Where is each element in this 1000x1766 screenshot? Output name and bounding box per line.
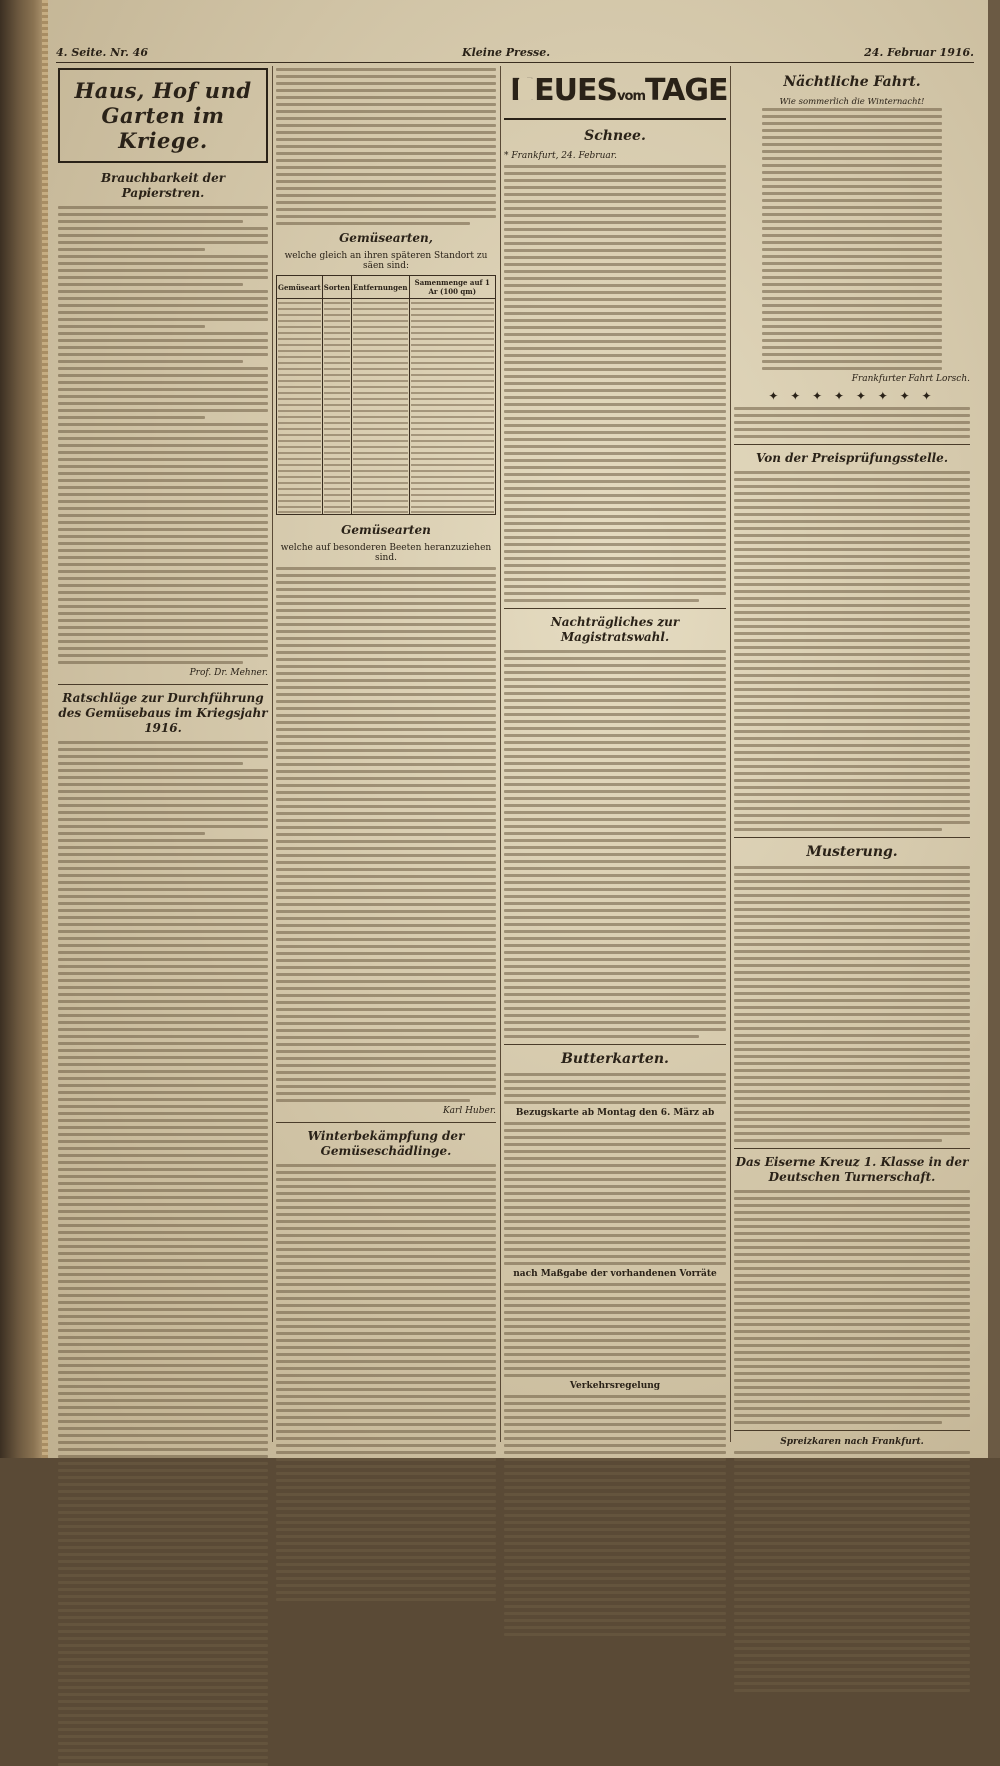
column-2 <box>276 68 496 1442</box>
ornamental-rule: ✦ ✦ ✦ ✦ ✦ ✦ ✦ ✦ <box>768 388 936 403</box>
article-body <box>58 206 268 664</box>
article-title: Winterbekämpfung der Gemüseschädlinge. <box>307 1129 465 1158</box>
header-masthead: Kleine Presse. <box>462 45 551 59</box>
poem-title: Nächtliche Fahrt. <box>783 74 921 90</box>
newspaper-page <box>48 0 988 1458</box>
divider <box>504 1044 726 1045</box>
article-title: Spreizkaren nach Frankfurt. <box>780 1437 924 1448</box>
divider <box>504 608 726 609</box>
article-body <box>734 866 970 1142</box>
column-1 <box>58 68 268 1442</box>
column-rule <box>730 66 731 1442</box>
book-binding <box>0 0 48 1458</box>
article-body <box>504 650 726 1038</box>
article-body <box>276 567 496 1102</box>
poem-line: Wie sommerlich die Winternacht! <box>779 96 925 107</box>
right-page-edge <box>988 0 1000 1458</box>
section-banner: Haus, Hof und Garten im Kriege. <box>58 68 268 163</box>
article-body <box>734 1451 970 1692</box>
article-author: Prof. Dr. Mehner. <box>189 668 268 678</box>
article-author: Karl Huber. <box>442 1106 496 1116</box>
divider <box>734 1430 970 1431</box>
section-title: Gemüsearten <box>341 523 431 537</box>
header-date: 24. Februar 1916. <box>864 45 974 59</box>
column-4 <box>734 68 970 1448</box>
header-page-number: 4. Seite. Nr. 46 <box>56 45 148 59</box>
article-body <box>504 165 726 602</box>
poem-body <box>734 97 970 370</box>
dateline: * Frankfurt, 24. Februar. <box>504 150 617 161</box>
page-header <box>56 44 974 60</box>
article-body <box>276 68 496 225</box>
article-title: Musterung. <box>806 843 898 860</box>
table-title: Gemüsearten, <box>339 231 433 245</box>
article-title: Schnee. <box>584 128 646 144</box>
article-title: Das Eiserne Kreuz 1. Klasse in der Deutschen Turnerschaft. <box>735 1155 969 1185</box>
table-header: Entfernungen <box>351 276 409 299</box>
table-subtitle: welche gleich an ihren späteren Standort zu säen sind: <box>284 251 488 271</box>
masthead-connector: vom <box>617 88 646 104</box>
section-subtitle: welche auf besonderen Beeten heranzuziehen sind. <box>280 543 492 563</box>
article-body <box>734 471 970 831</box>
column-3 <box>504 68 726 1442</box>
poem-author: Frankfurter Fahrt Lorsch. <box>851 373 970 384</box>
column-rule <box>500 66 501 1442</box>
column-rule <box>272 66 273 1442</box>
table-header: Gemüseart <box>277 276 323 299</box>
vegetable-table <box>276 275 496 515</box>
article-body <box>504 1073 726 1104</box>
article-body <box>276 1164 496 1601</box>
table-header: Sorten <box>322 276 351 299</box>
article-title: Ratschläge zur Durchführung des Gemüsebaus im Kriegsjahr 1916. <box>58 691 268 735</box>
subsection-title: Verkehrsregelung <box>569 1381 661 1391</box>
table-header: Samenmenge auf 1 Ar (100 qm) <box>409 276 495 299</box>
masthead-title <box>510 73 728 108</box>
divider <box>734 1148 970 1149</box>
article-body <box>734 407 970 438</box>
divider <box>58 684 268 685</box>
article-title: Butterkarten. <box>561 1050 669 1067</box>
header-rule <box>56 62 974 63</box>
article-body <box>504 1283 726 1377</box>
article-body <box>58 741 268 1766</box>
masthead-word: NEUES <box>510 72 618 108</box>
article-title: Von der Preisprüfungsstelle. <box>756 450 948 465</box>
article-title: Nachträgliches zur Magistratswahl. <box>550 614 680 644</box>
article-title: Brauchbarkeit der Papierstren. <box>100 171 226 200</box>
subsection-title: nach Maßgabe der vorhandenen Vorräte <box>513 1269 717 1279</box>
divider <box>734 444 970 445</box>
article-body <box>734 1190 970 1424</box>
masthead-word: TAGE <box>645 72 728 108</box>
masthead-neues-vom-tage <box>504 68 726 120</box>
subsection-title: Bezugskarte ab Montag den 6. März ab <box>515 1108 715 1118</box>
divider <box>734 837 970 838</box>
divider <box>276 1122 496 1123</box>
article-body <box>504 1395 726 1636</box>
article-body <box>504 1122 726 1265</box>
